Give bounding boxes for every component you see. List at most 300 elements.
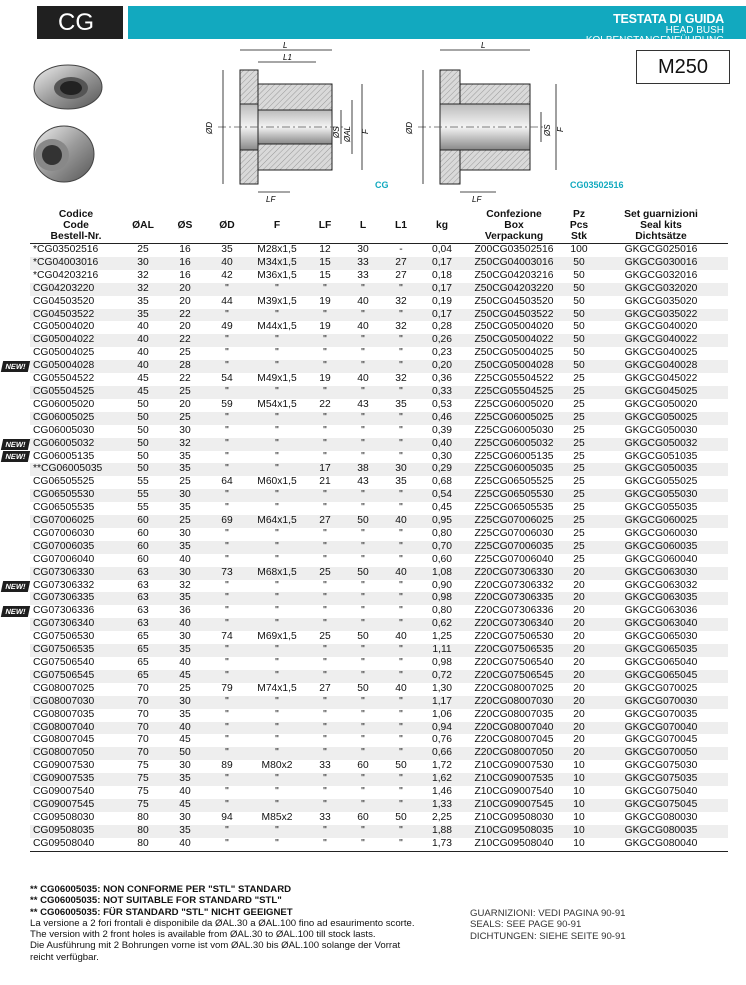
cell-l1: " xyxy=(382,786,420,799)
header-seal-line: Seal kits xyxy=(640,219,682,231)
cell-f: " xyxy=(248,502,306,515)
table-row xyxy=(30,631,728,644)
header-s-line: ØS xyxy=(177,219,193,231)
cell-lf: " xyxy=(306,502,344,515)
table-row xyxy=(30,283,728,296)
cell-lf: 27 xyxy=(306,683,344,696)
cell-seal: GKGCG075030 xyxy=(594,760,728,773)
cell-al: 40 xyxy=(122,360,164,373)
cell-code: CG07306336 xyxy=(30,605,122,618)
header-kg xyxy=(420,207,464,244)
cell-l1: " xyxy=(382,554,420,567)
cell-seal: GKGCG070040 xyxy=(594,722,728,735)
cell-l1: " xyxy=(382,838,420,851)
cell-al: 75 xyxy=(122,760,164,773)
cell-pz: 25 xyxy=(564,412,594,425)
cell-d: " xyxy=(206,618,248,631)
cell-lf: " xyxy=(306,722,344,735)
cell-box: Z20CG07306340 xyxy=(464,618,564,631)
cell-f: " xyxy=(248,799,306,812)
cell-d: " xyxy=(206,360,248,373)
table-row xyxy=(30,734,728,747)
cell-box: Z25CG07006030 xyxy=(464,528,564,541)
header-l xyxy=(344,207,382,244)
cell-f: M64x1,5 xyxy=(248,515,306,528)
cell-al: 75 xyxy=(122,773,164,786)
cell-al: 70 xyxy=(122,722,164,735)
cell-pz: 20 xyxy=(564,709,594,722)
cell-d: " xyxy=(206,734,248,747)
cell-l1: " xyxy=(382,592,420,605)
table-row xyxy=(30,257,728,270)
cell-lf: " xyxy=(306,425,344,438)
header-f xyxy=(248,207,306,244)
cell-lf: " xyxy=(306,773,344,786)
cell-box: Z50CG04203216 xyxy=(464,270,564,283)
cell-l: 43 xyxy=(344,476,382,489)
cell-l1: 30 xyxy=(382,463,420,476)
cell-pz: 10 xyxy=(564,825,594,838)
cell-al: 25 xyxy=(122,244,164,257)
cell-d: 42 xyxy=(206,270,248,283)
cell-d: " xyxy=(206,696,248,709)
cell-code: CG05004028 xyxy=(30,360,122,373)
note-version-en: The version with 2 front holes is available from ØAL.30 to ØAL.100 till stock lasts. xyxy=(30,929,376,941)
cell-al: 70 xyxy=(122,734,164,747)
cell-f: M39x1,5 xyxy=(248,296,306,309)
cell-d: 54 xyxy=(206,373,248,386)
cell-d: " xyxy=(206,489,248,502)
cell-l1: " xyxy=(382,438,420,451)
cell-f: " xyxy=(248,605,306,618)
cell-l: 60 xyxy=(344,812,382,825)
cell-f: " xyxy=(248,657,306,670)
cell-pz: 20 xyxy=(564,683,594,696)
cell-box: Z25CG06005030 xyxy=(464,425,564,438)
cell-s: 30 xyxy=(164,631,206,644)
cell-box: Z20CG07306336 xyxy=(464,605,564,618)
cell-box: Z25CG07006035 xyxy=(464,541,564,554)
cell-box: Z25CG06005020 xyxy=(464,399,564,412)
cell-al: 35 xyxy=(122,296,164,309)
cell-f: " xyxy=(248,825,306,838)
cell-code: CG07306332 xyxy=(30,580,122,593)
cell-al: 50 xyxy=(122,451,164,464)
cell-f: " xyxy=(248,412,306,425)
table-row xyxy=(30,451,728,464)
header-code xyxy=(30,207,122,244)
cell-pz: 25 xyxy=(564,528,594,541)
cell-s: 30 xyxy=(164,528,206,541)
cell-f: " xyxy=(248,541,306,554)
cell-kg: 0,39 xyxy=(420,425,464,438)
cell-box: Z20CG07306332 xyxy=(464,580,564,593)
cell-box: Z25CG05504522 xyxy=(464,373,564,386)
cell-pz: 20 xyxy=(564,618,594,631)
cell-d: " xyxy=(206,528,248,541)
cell-s: 30 xyxy=(164,812,206,825)
cell-l1: 35 xyxy=(382,399,420,412)
cell-kg: 0,30 xyxy=(420,451,464,464)
cell-s: 20 xyxy=(164,321,206,334)
cell-l: " xyxy=(344,670,382,683)
cell-l1: 50 xyxy=(382,812,420,825)
cell-d: " xyxy=(206,747,248,760)
cell-seal: GKGCG035020 xyxy=(594,296,728,309)
caption-cg: CG xyxy=(375,180,389,190)
table-row xyxy=(30,334,728,347)
cell-s: 35 xyxy=(164,502,206,515)
cell-f: " xyxy=(248,438,306,451)
cell-d: " xyxy=(206,451,248,464)
cell-al: 70 xyxy=(122,696,164,709)
cell-al: 80 xyxy=(122,838,164,851)
cell-code: CG07506540 xyxy=(30,657,122,670)
cell-pz: 25 xyxy=(564,554,594,567)
cell-s: 40 xyxy=(164,838,206,851)
header-d xyxy=(206,207,248,244)
table-row xyxy=(30,696,728,709)
cell-s: 22 xyxy=(164,373,206,386)
cell-f: " xyxy=(248,283,306,296)
product-photo-bottom xyxy=(34,126,94,182)
cell-box: Z25CG06005035 xyxy=(464,463,564,476)
cell-f: " xyxy=(248,592,306,605)
cell-al: 50 xyxy=(122,399,164,412)
cell-d: " xyxy=(206,709,248,722)
cell-l1: " xyxy=(382,502,420,515)
cell-kg: 0,94 xyxy=(420,722,464,735)
cell-s: 25 xyxy=(164,347,206,360)
header-seal-line: Dichtsätze xyxy=(635,230,687,242)
cell-l: " xyxy=(344,309,382,322)
cell-s: 50 xyxy=(164,747,206,760)
cell-box: Z25CG07006040 xyxy=(464,554,564,567)
cell-box: Z20CG07306335 xyxy=(464,592,564,605)
cell-code: CG08007035 xyxy=(30,709,122,722)
dim-d-label: ØD xyxy=(205,122,214,134)
cell-s: 30 xyxy=(164,760,206,773)
cell-l: " xyxy=(344,696,382,709)
cell-box: Z20CG07506535 xyxy=(464,644,564,657)
cell-pz: 25 xyxy=(564,541,594,554)
header-d-line: ØD xyxy=(219,219,235,231)
cell-l1: " xyxy=(382,412,420,425)
cell-al: 80 xyxy=(122,825,164,838)
cell-kg: 0,54 xyxy=(420,489,464,502)
cell-seal: GKGCG065040 xyxy=(594,657,728,670)
cell-seal: GKGCG050030 xyxy=(594,425,728,438)
cell-d: " xyxy=(206,438,248,451)
cell-d: " xyxy=(206,838,248,851)
cell-l1: " xyxy=(382,747,420,760)
cell-seal: GKGCG050032 xyxy=(594,438,728,451)
header-kg-line: kg xyxy=(435,219,449,231)
cell-l1: 32 xyxy=(382,296,420,309)
cell-lf: 25 xyxy=(306,631,344,644)
cell-seal: GKGCG060040 xyxy=(594,554,728,567)
cell-pz: 25 xyxy=(564,373,594,386)
cell-l1: " xyxy=(382,657,420,670)
cell-l1: " xyxy=(382,825,420,838)
cell-box: Z20CG08007045 xyxy=(464,734,564,747)
cell-lf: " xyxy=(306,747,344,760)
cell-kg: 1,72 xyxy=(420,760,464,773)
cell-kg: 0,46 xyxy=(420,412,464,425)
cell-box: Z20CG07306330 xyxy=(464,567,564,580)
cell-al: 40 xyxy=(122,347,164,360)
cell-f: " xyxy=(248,747,306,760)
cell-kg: 1,08 xyxy=(420,567,464,580)
header-pz-line: Pz xyxy=(572,208,586,220)
cell-d: " xyxy=(206,799,248,812)
cell-s: 30 xyxy=(164,696,206,709)
cell-pz: 20 xyxy=(564,696,594,709)
dim-d-label-2: ØD xyxy=(405,122,414,134)
cell-box: Z20CG08007025 xyxy=(464,683,564,696)
cell-code: CG08007045 xyxy=(30,734,122,747)
cell-box: Z20CG07506530 xyxy=(464,631,564,644)
cell-d: 73 xyxy=(206,567,248,580)
cell-code: CG09508030 xyxy=(30,812,122,825)
cell-lf: 12 xyxy=(306,244,344,257)
cell-lf: " xyxy=(306,696,344,709)
cell-s: 30 xyxy=(164,489,206,502)
cell-al: 63 xyxy=(122,592,164,605)
cell-seal: GKGCG060035 xyxy=(594,541,728,554)
cell-kg: 1,17 xyxy=(420,696,464,709)
header-al xyxy=(122,207,164,244)
section-view-cg03502516 xyxy=(418,50,556,192)
cell-lf: 15 xyxy=(306,257,344,270)
cell-seal: GKGCG070050 xyxy=(594,747,728,760)
cell-f: " xyxy=(248,773,306,786)
cell-s: 25 xyxy=(164,476,206,489)
cell-d: 40 xyxy=(206,257,248,270)
cell-seal: GKGCG063036 xyxy=(594,605,728,618)
cell-seal: GKGCG055025 xyxy=(594,476,728,489)
cell-al: 35 xyxy=(122,309,164,322)
cell-seal: GKGCG065035 xyxy=(594,644,728,657)
table-row xyxy=(30,309,728,322)
cell-d: " xyxy=(206,722,248,735)
cell-l1: " xyxy=(382,722,420,735)
cell-code: CG09007530 xyxy=(30,760,122,773)
cell-pz: 50 xyxy=(564,321,594,334)
cell-d: 69 xyxy=(206,515,248,528)
cell-lf: 19 xyxy=(306,296,344,309)
cell-box: Z10CG09007545 xyxy=(464,799,564,812)
cell-code: CG05504522 xyxy=(30,373,122,386)
table-row xyxy=(30,747,728,760)
header-box xyxy=(464,207,564,244)
cell-d: " xyxy=(206,386,248,399)
product-tab xyxy=(37,6,123,39)
cell-seal: GKGCG050020 xyxy=(594,399,728,412)
cell-l: " xyxy=(344,709,382,722)
cell-l: " xyxy=(344,438,382,451)
cell-kg: 1,25 xyxy=(420,631,464,644)
header-pz xyxy=(564,207,594,244)
cell-box: Z10CG09508030 xyxy=(464,812,564,825)
cell-d: " xyxy=(206,347,248,360)
cell-box: Z25CG06005135 xyxy=(464,451,564,464)
table-row xyxy=(30,270,728,283)
cell-d: 59 xyxy=(206,399,248,412)
table-row xyxy=(30,425,728,438)
table-row xyxy=(30,373,728,386)
cell-f: " xyxy=(248,580,306,593)
cell-s: 35 xyxy=(164,451,206,464)
cell-seal: GKGCG063032 xyxy=(594,580,728,593)
cell-s: 16 xyxy=(164,257,206,270)
cell-kg: 0,33 xyxy=(420,386,464,399)
cell-al: 45 xyxy=(122,373,164,386)
cell-kg: 0,66 xyxy=(420,747,464,760)
cell-f: M34x1,5 xyxy=(248,257,306,270)
table-row xyxy=(30,786,728,799)
cell-al: 30 xyxy=(122,257,164,270)
cell-seal: GKGCG075040 xyxy=(594,786,728,799)
seals-en: SEALS: SEE PAGE 90-91 xyxy=(470,919,582,931)
cell-kg: 1,30 xyxy=(420,683,464,696)
cell-kg: 0,19 xyxy=(420,296,464,309)
cell-code: CG05004022 xyxy=(30,334,122,347)
cell-al: 55 xyxy=(122,476,164,489)
cell-kg: 1,73 xyxy=(420,838,464,851)
cell-l: " xyxy=(344,541,382,554)
dim-l1-label: L1 xyxy=(283,53,292,62)
cell-s: 16 xyxy=(164,244,206,257)
cell-l: " xyxy=(344,528,382,541)
cell-l: 50 xyxy=(344,683,382,696)
table-row xyxy=(30,386,728,399)
cell-d: 44 xyxy=(206,296,248,309)
cell-pz: 50 xyxy=(564,334,594,347)
cell-lf: " xyxy=(306,786,344,799)
cell-al: 65 xyxy=(122,657,164,670)
dim-al-label: ØAL xyxy=(343,125,352,142)
cell-pz: 20 xyxy=(564,605,594,618)
cell-code: CG07006040 xyxy=(30,554,122,567)
cell-kg: 1,88 xyxy=(420,825,464,838)
cell-d: 89 xyxy=(206,760,248,773)
cell-code: CG07306340 xyxy=(30,618,122,631)
table-row xyxy=(30,605,728,618)
cell-lf: 33 xyxy=(306,812,344,825)
cell-pz: 25 xyxy=(564,438,594,451)
cell-lf: " xyxy=(306,347,344,360)
cell-d: " xyxy=(206,334,248,347)
cell-code: CG07506545 xyxy=(30,670,122,683)
cell-kg: 1,11 xyxy=(420,644,464,657)
cell-al: 63 xyxy=(122,567,164,580)
cell-al: 50 xyxy=(122,412,164,425)
cell-box: Z25CG06005025 xyxy=(464,412,564,425)
cell-seal: GKGCG080030 xyxy=(594,812,728,825)
cell-box: Z20CG07506545 xyxy=(464,670,564,683)
cell-box: Z50CG04503520 xyxy=(464,296,564,309)
cell-code: CG07306330 xyxy=(30,567,122,580)
cell-d: " xyxy=(206,412,248,425)
cell-seal: GKGCG040022 xyxy=(594,334,728,347)
cell-pz: 25 xyxy=(564,476,594,489)
cell-s: 35 xyxy=(164,541,206,554)
cell-seal: GKGCG051035 xyxy=(594,451,728,464)
cell-lf: " xyxy=(306,528,344,541)
cell-kg: 0,28 xyxy=(420,321,464,334)
cell-kg: 0,26 xyxy=(420,334,464,347)
cell-l: " xyxy=(344,412,382,425)
cell-s: 35 xyxy=(164,463,206,476)
cell-code: CG08007050 xyxy=(30,747,122,760)
cell-l1: 50 xyxy=(382,760,420,773)
cell-kg: 0,17 xyxy=(420,283,464,296)
cell-box: Z10CG09007540 xyxy=(464,786,564,799)
header-al-line: ØAL xyxy=(132,219,154,231)
cell-d: " xyxy=(206,644,248,657)
cell-pz: 20 xyxy=(564,734,594,747)
cell-d: " xyxy=(206,670,248,683)
cell-kg: 0,80 xyxy=(420,605,464,618)
cell-f: M69x1,5 xyxy=(248,631,306,644)
header-box-line: Verpackung xyxy=(484,230,544,242)
cell-kg: 0,62 xyxy=(420,618,464,631)
table-row xyxy=(30,618,728,631)
cell-lf: 22 xyxy=(306,399,344,412)
cell-l: " xyxy=(344,554,382,567)
cell-f: " xyxy=(248,425,306,438)
cell-s: 40 xyxy=(164,657,206,670)
cell-l: 50 xyxy=(344,567,382,580)
cell-l: " xyxy=(344,360,382,373)
cell-s: 20 xyxy=(164,399,206,412)
cell-d: " xyxy=(206,463,248,476)
table-row xyxy=(30,657,728,670)
cell-s: 22 xyxy=(164,334,206,347)
cell-seal: GKGCG025016 xyxy=(594,244,728,257)
cell-d: " xyxy=(206,309,248,322)
cell-code: CG07006035 xyxy=(30,541,122,554)
cell-lf: " xyxy=(306,283,344,296)
cell-pz: 20 xyxy=(564,747,594,760)
cell-l1: " xyxy=(382,334,420,347)
cell-box: Z10CG09508040 xyxy=(464,838,564,851)
cell-d: 79 xyxy=(206,683,248,696)
cell-kg: 0,04 xyxy=(420,244,464,257)
cell-s: 25 xyxy=(164,683,206,696)
cell-l1: 32 xyxy=(382,321,420,334)
cell-pz: 20 xyxy=(564,657,594,670)
seals-de: DICHTUNGEN: SIEHE SEITE 90-91 xyxy=(470,930,626,942)
cell-pz: 20 xyxy=(564,592,594,605)
cell-l1: " xyxy=(382,386,420,399)
technical-drawing xyxy=(0,42,746,208)
cell-kg: 0,90 xyxy=(420,580,464,593)
cell-l1: 40 xyxy=(382,567,420,580)
cell-s: 20 xyxy=(164,296,206,309)
cell-lf: 27 xyxy=(306,515,344,528)
cell-code: CG06005025 xyxy=(30,412,122,425)
cell-box: Z25CG06505535 xyxy=(464,502,564,515)
cell-s: 45 xyxy=(164,670,206,683)
dim-f-label: F xyxy=(361,129,370,134)
cell-f: M68x1,5 xyxy=(248,567,306,580)
cell-l: " xyxy=(344,580,382,593)
cell-f: " xyxy=(248,554,306,567)
table-row xyxy=(30,670,728,683)
cell-code: CG08007040 xyxy=(30,722,122,735)
